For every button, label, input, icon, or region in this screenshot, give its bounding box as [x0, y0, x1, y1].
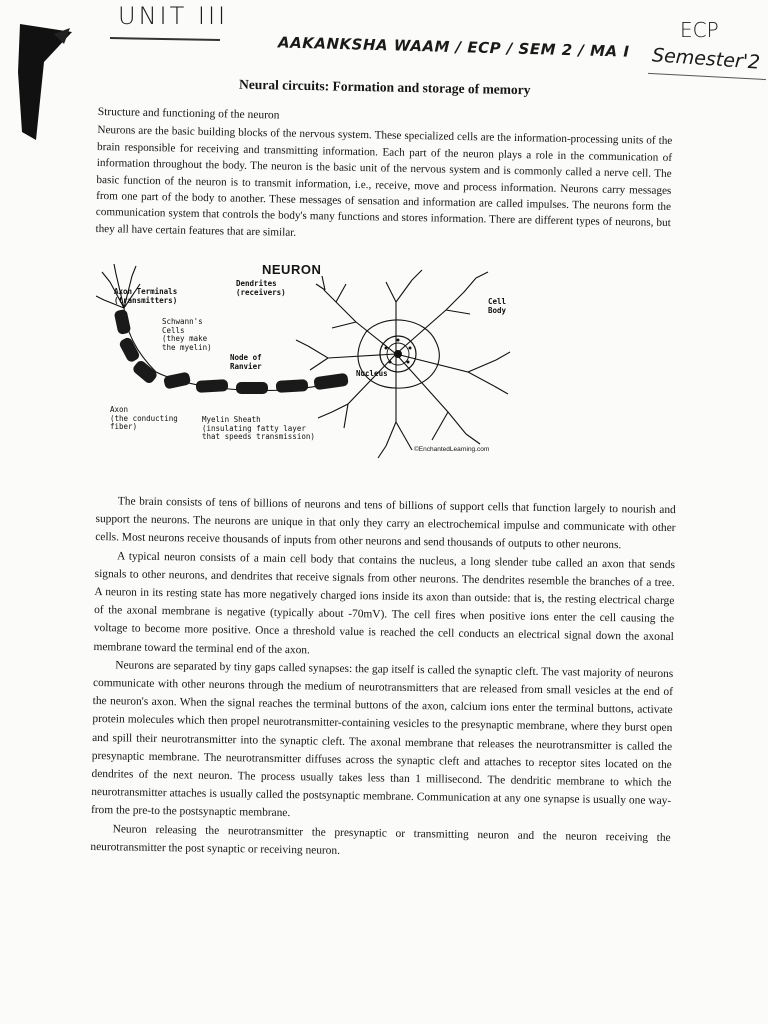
paragraph-brain: The brain consists of tens of billions of neurons and tens of billions of support cells that function largely to nourish and support the neurons. The neurons are unique in that only they carry an electrochemical impulse and communicate with other cells. Most neurons receive thousands of inputs from other neurons and send thousands of outputs to other neurons.: [95, 495, 676, 552]
paragraph-synapses: Neurons are separated by tiny gaps called synapses: the gap itself is called the synaptic cleft. The vast majority of neurons communicate with other neurons through the medium of neurotransmitters that are released from small vesicles at the end of the neuron's axon. When the signal reaches the terminal buttons of the axon, calcium ions enter the terminal buttons, activate protein molecules which then propel neurotransmitter-containing vesicles to the presynaptic membrane, where they burst open and spill their neurotransmitter into the synaptic cleft. The axonal membrane that releases the neurotransmitter is called the presynaptic membrane. The neurotransmitter diffuses across the synaptic cleft and attaches to receptor sites located on the dendrites of the next neuron. The process usually takes less than 1 millisecond. The dendritic membrane to which the neurotransmitter attaches is usually called the postsynaptic membrane. Communication at any one synapse is usually one way-from the pre-to the postsynaptic membrane.: [90, 659, 674, 820]
semester-note: Semester'2: [651, 44, 761, 74]
binding-mark: [14, 22, 74, 142]
page-title: Neural circuits: Formation and storage of memory: [238, 76, 531, 98]
paragraph-typical-neuron: A typical neuron consists of a main cell body that contains the nucleus, a long slender tube called an axon that sends signals to other neurons, and dendrites that receive signals from other neurons. The dendrites resemble the branches of a tree. A neuron in its resting state has more negatively charged ions inside its axon than outside: that is, the resting electrical charge of the axonal membrane is negative (typically about -70mV). The cell fires when positive ions enter the cell causing the voltage to become more positive. Once a threshold value is reached the cell conducts an electrical signal down the axonal membrane toward the terminal end of the axon.: [93, 549, 676, 657]
label-cell-body: Cell Body: [488, 297, 507, 315]
label-myelin-sheath: Myelin Sheath (insulating fatty layer that speeds transmission): [202, 415, 315, 441]
unit-heading: UNIT III: [118, 2, 229, 30]
body-text: [90, 492, 676, 865]
intro-paragraph: Neurons are the basic building blocks of the nervous system. These specialized cells are the information-processing units of the brain responsible for receiving and transmitting information. Each part of the neuron plays a role in the communication of information throughout the body. The neuron is the basic unit of the nervous system and is commonly called a nerve cell. The basic function of the neuron is to transmit information, i.e., receive, move and process information. Neurons carry messages from one part of the body to another. These messages of sensation and information are called impulses. The neurons form the communication system that controls the body's many functions and stores information. There are different types of neurons, but they all have certain features that are similar.: [95, 124, 673, 239]
intro-section: [95, 100, 673, 248]
label-nucleus: Nucleus: [356, 369, 388, 378]
label-dendrites: Dendrites (receivers): [236, 279, 286, 297]
label-node-of-ranvier: Node of Ranvier: [230, 353, 262, 371]
neuron-diagram: [96, 262, 516, 462]
paragraph-presynaptic: Neuron releasing the neurotransmitter the presynaptic or transmitting neuron and the neuron receiving the neurotransmitter the post synaptic or receiving neuron.: [90, 822, 671, 857]
unit-underline: [110, 37, 220, 41]
diagram-title: NEURON: [262, 262, 322, 277]
image-credit: ©EnchantedLearning.com: [414, 446, 490, 453]
section-heading: Structure and functioning of the neuron: [97, 105, 280, 122]
label-schwann-cells: Schwann's Cells (they make the myelin): [162, 317, 212, 352]
course-note: ECP: [680, 18, 719, 42]
author-line: AAKANKSHA WAAM / ECP / SEM 2 / MA I: [277, 33, 630, 61]
label-axon: Axon (the conducting fiber): [110, 405, 178, 431]
semester-underline: [648, 73, 766, 80]
label-axon-terminals: Axon Terminals (transmitters): [114, 287, 178, 305]
